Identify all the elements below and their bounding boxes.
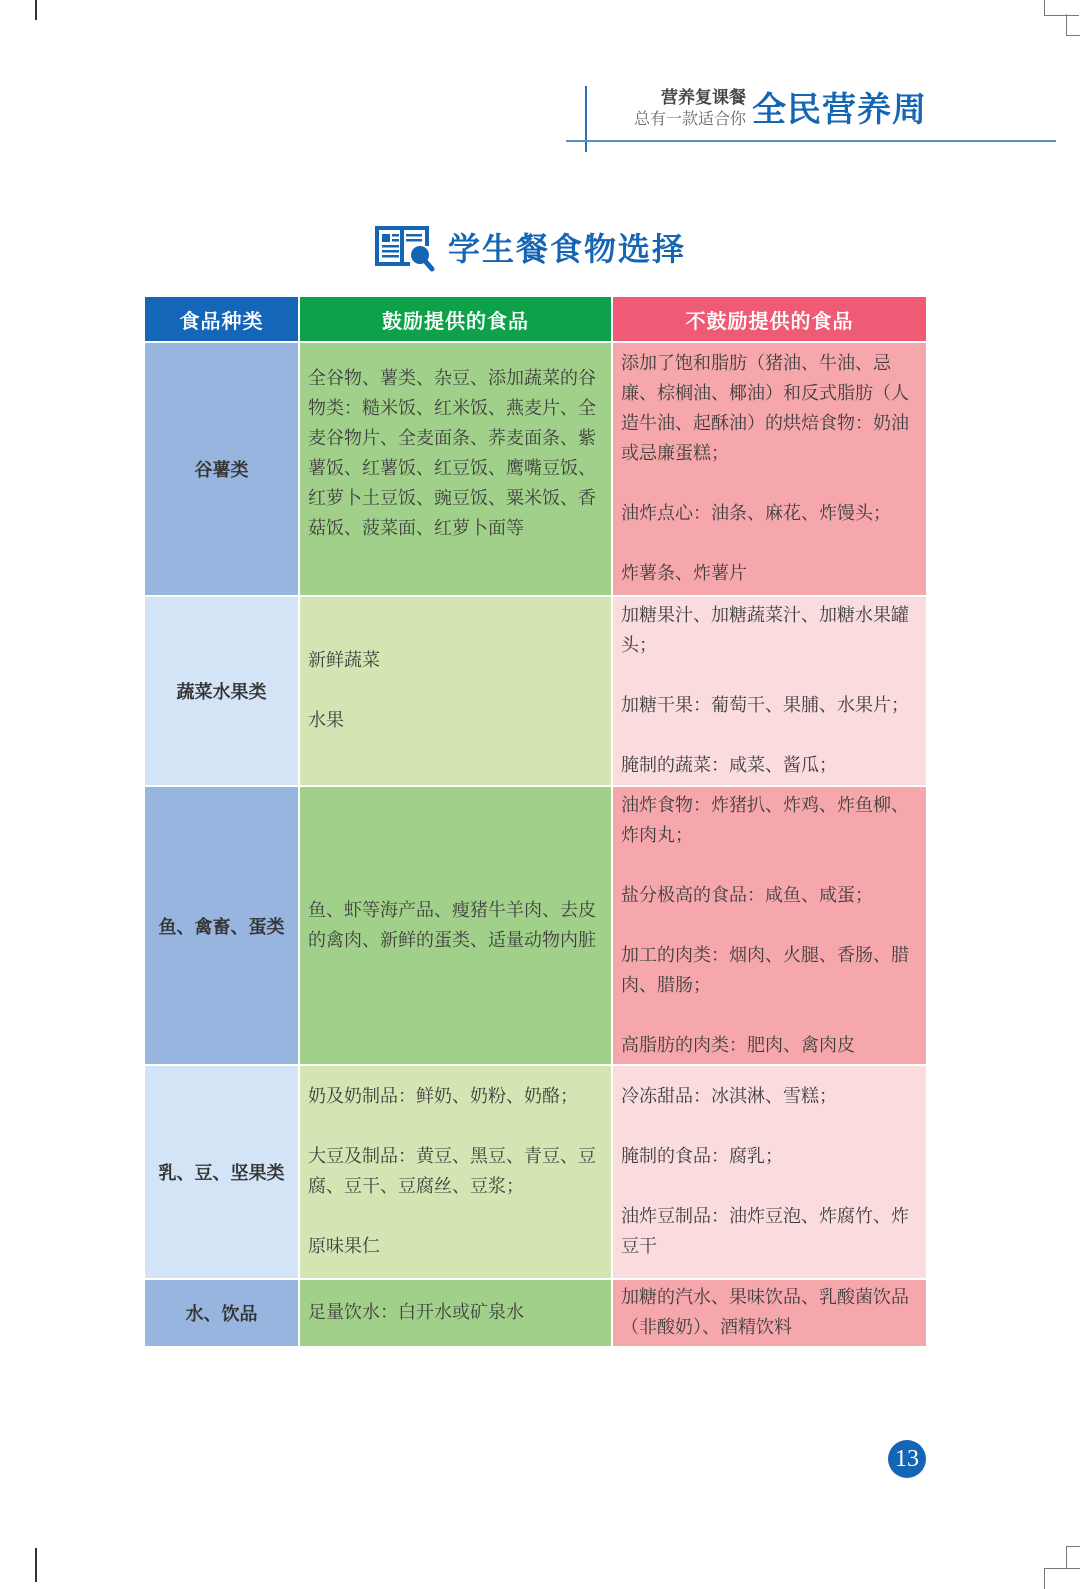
discouraged-item: 盐分极高的食品：咸鱼、咸蛋； [621,884,873,906]
discouraged-cell [613,1280,926,1346]
header-category: 食品种类 [145,297,298,341]
crop-mark-top-right-inner [1066,14,1080,36]
encouraged-item: 奶及奶制品：鲜奶、奶粉、奶酪； [308,1086,578,1107]
section-title: 学生餐食物选择 [448,230,687,268]
book-magnifier-icon [374,222,436,272]
category-cell: 水、饮品 [145,1280,298,1346]
discouraged-item: 添加了饱和脂肪（猪油、牛油、忌廉、棕榈油、椰油）和反式脂肪（人造牛油、起酥油）的烘焙食物：奶油或忌廉蛋糕； [621,353,909,464]
category-cell: 谷薯类 [145,343,298,595]
category-cell: 乳、豆、坚果类 [145,1066,298,1278]
discouraged-item: 高脂肪的肉类：肥肉、禽肉皮 [621,1034,855,1056]
banner-subtitle-line2: 总有一款适合你 [633,109,746,128]
discouraged-item: 腌制的食品：腐乳； [621,1146,783,1167]
discouraged-cell [613,343,926,595]
table-header-row [145,297,926,341]
encouraged-item: 足量饮水：白开水或矿泉水 [308,1302,524,1323]
page-number-badge: 13 [888,1440,926,1478]
crop-mark-top-left [35,0,37,20]
discouraged-cell [613,787,926,1064]
food-choice-table [145,297,926,1346]
encouraged-item: 水果 [308,710,344,731]
discouraged-item: 加工的肉类：烟肉、火腿、香肠、腊肉、腊肠； [621,944,909,996]
table-row-water-drinks [145,1280,926,1346]
discouraged-item: 加糖果汁、加糖蔬菜汁、加糖水果罐头； [621,605,909,656]
banner-title: 全民营养周 [752,90,927,130]
table-row-grains [145,343,926,595]
encouraged-cell [300,1066,611,1278]
encouraged-item: 原味果仁 [308,1236,380,1257]
category-cell: 蔬菜水果类 [145,597,298,785]
discouraged-cell [613,597,926,785]
encouraged-item: 大豆及制品：黄豆、黑豆、青豆、豆腐、豆干、豆腐丝、豆浆； [308,1146,596,1197]
discouraged-item: 油炸豆制品：油炸豆泡、炸腐竹、炸豆干 [621,1206,909,1257]
encouraged-cell [300,787,611,1064]
banner-horizontal-rule [566,140,1056,142]
encouraged-item: 鱼、虾等海产品、瘦猪牛羊肉、去皮的禽肉、新鲜的蛋类、适量动物内脏 [308,899,596,951]
encouraged-cell [300,343,611,595]
banner-subtitle-line1: 营养复课餐 [661,88,746,108]
section-header [374,222,686,272]
table-row-vegetables-fruits [145,597,926,785]
discouraged-item: 腌制的蔬菜：咸菜、酱瓜； [621,755,837,776]
discouraged-item: 油炸点心：油条、麻花、炸馒头； [621,503,891,524]
encouraged-item: 全谷物、薯类、杂豆、添加蔬菜的谷物类：糙米饭、红米饭、燕麦片、全麦谷物片、全麦面条、荞麦面条、紫薯饭、红薯饭、红豆饭、鹰嘴豆饭、红萝卜土豆饭、豌豆饭、粟米饭、香菇饭、菠菜面、红萝卜面等 [308,368,596,539]
encouraged-item: 新鲜蔬菜 [308,650,380,671]
banner-vertical-rule [585,86,587,152]
discouraged-item: 加糖干果：葡萄干、果脯、水果片； [621,695,909,716]
discouraged-item: 油炸食物：炸猪扒、炸鸡、炸鱼柳、炸肉丸； [621,794,909,846]
encouraged-cell [300,597,611,785]
discouraged-item: 炸薯条、炸薯片 [621,563,747,584]
table-row-dairy-beans-nuts [145,1066,926,1278]
category-cell: 鱼、禽畜、蛋类 [145,787,298,1064]
header-encouraged: 鼓励提供的食品 [300,297,611,341]
discouraged-item: 冷冻甜品：冰淇淋、雪糕； [621,1086,837,1107]
crop-mark-bottom-right [1066,1546,1080,1569]
encouraged-cell [300,1280,611,1346]
discouraged-cell [613,1066,926,1278]
crop-mark-bottom-left [35,1548,37,1582]
header-discouraged: 不鼓励提供的食品 [613,297,926,341]
table-row-meat-fish-eggs [145,787,926,1064]
banner-subtitle [600,88,746,129]
discouraged-item: 加糖的汽水、果味饮品、乳酸菌饮品（非酸奶）、酒精饮料 [621,1287,909,1338]
crop-mark-bottom-right-inner [1044,1568,1080,1589]
